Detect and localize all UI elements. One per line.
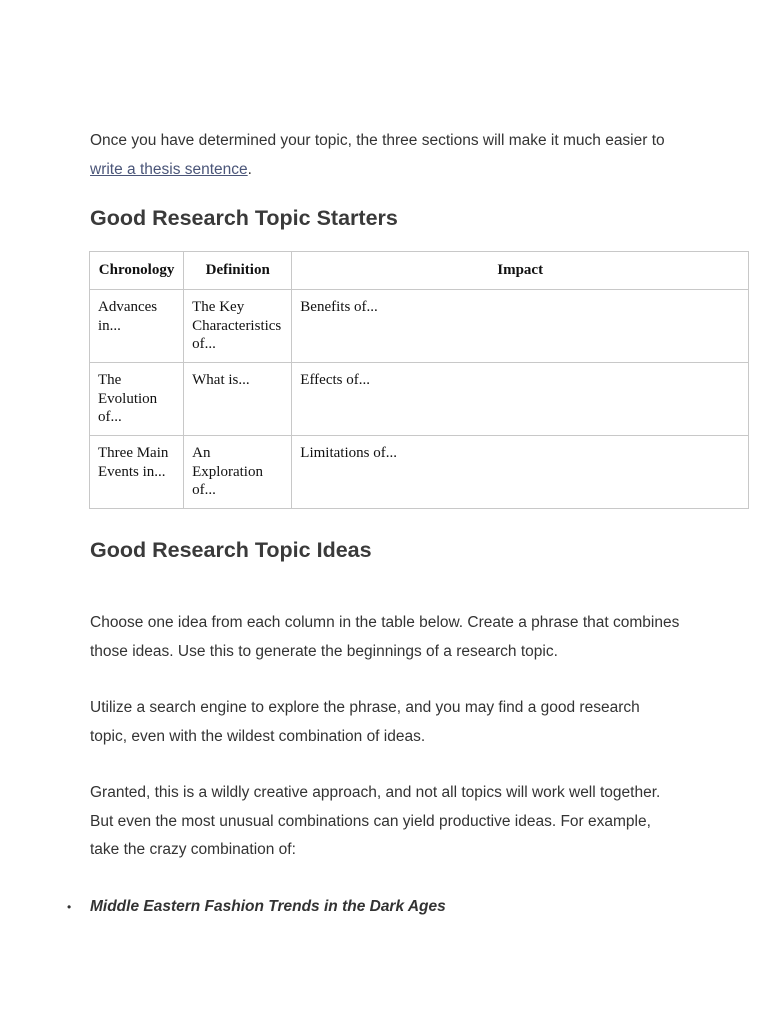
example-list [67, 893, 680, 922]
table-cell: Advances in... [90, 290, 184, 363]
intro-text: Once you have determined your topic, the three sections will make it much easier to [90, 132, 665, 149]
table-cell: The Evolution of... [90, 363, 184, 436]
table-header-row [90, 252, 749, 290]
table-cell: An Exploration of... [184, 436, 292, 509]
table-cell: Three Main Events in... [90, 436, 184, 509]
list-item [67, 893, 680, 922]
table-cell: Limitations of... [292, 436, 749, 509]
table-row [90, 290, 749, 363]
column-header-definition: Definition [184, 252, 292, 290]
intro-section [90, 127, 680, 231]
starters-heading: Good Research Topic Starters [90, 206, 398, 230]
intro-text-end: . [247, 160, 252, 178]
column-header-impact: Impact [292, 252, 749, 290]
ideas-paragraph: Choose one idea from each column in the table below. Create a phrase that combines those ideas. Use this to generate the beginnings of a research topic. [90, 614, 680, 660]
table-cell: The Key Characteristics of... [184, 290, 292, 363]
ideas-section [67, 538, 680, 921]
table-cell: What is... [184, 363, 292, 436]
table-cell: Benefits of... [292, 290, 749, 363]
intro-paragraph [90, 127, 680, 184]
ideas-heading: Good Research Topic Ideas [90, 538, 372, 562]
ideas-paragraph: Utilize a search engine to explore the phrase, and you may find a good research topic, even with the wildest combination of ideas. [90, 699, 640, 745]
table-cell: Effects of... [292, 363, 749, 436]
bullet-icon: • [67, 899, 72, 914]
column-header-chronology: Chronology [90, 252, 184, 290]
thesis-sentence-link[interactable]: write a thesis sentence [90, 160, 248, 178]
example-text: Middle Eastern Fashion Trends in the Dark Ages [90, 897, 446, 915]
table-row [90, 436, 749, 509]
ideas-paragraph: Granted, this is a wildly creative approach, and not all topics will work well together. But even the most unusual combinations can yield productive ideas. For example, take the crazy combination of: [90, 784, 661, 858]
table-row [90, 363, 749, 436]
topic-starters-table [89, 251, 749, 509]
